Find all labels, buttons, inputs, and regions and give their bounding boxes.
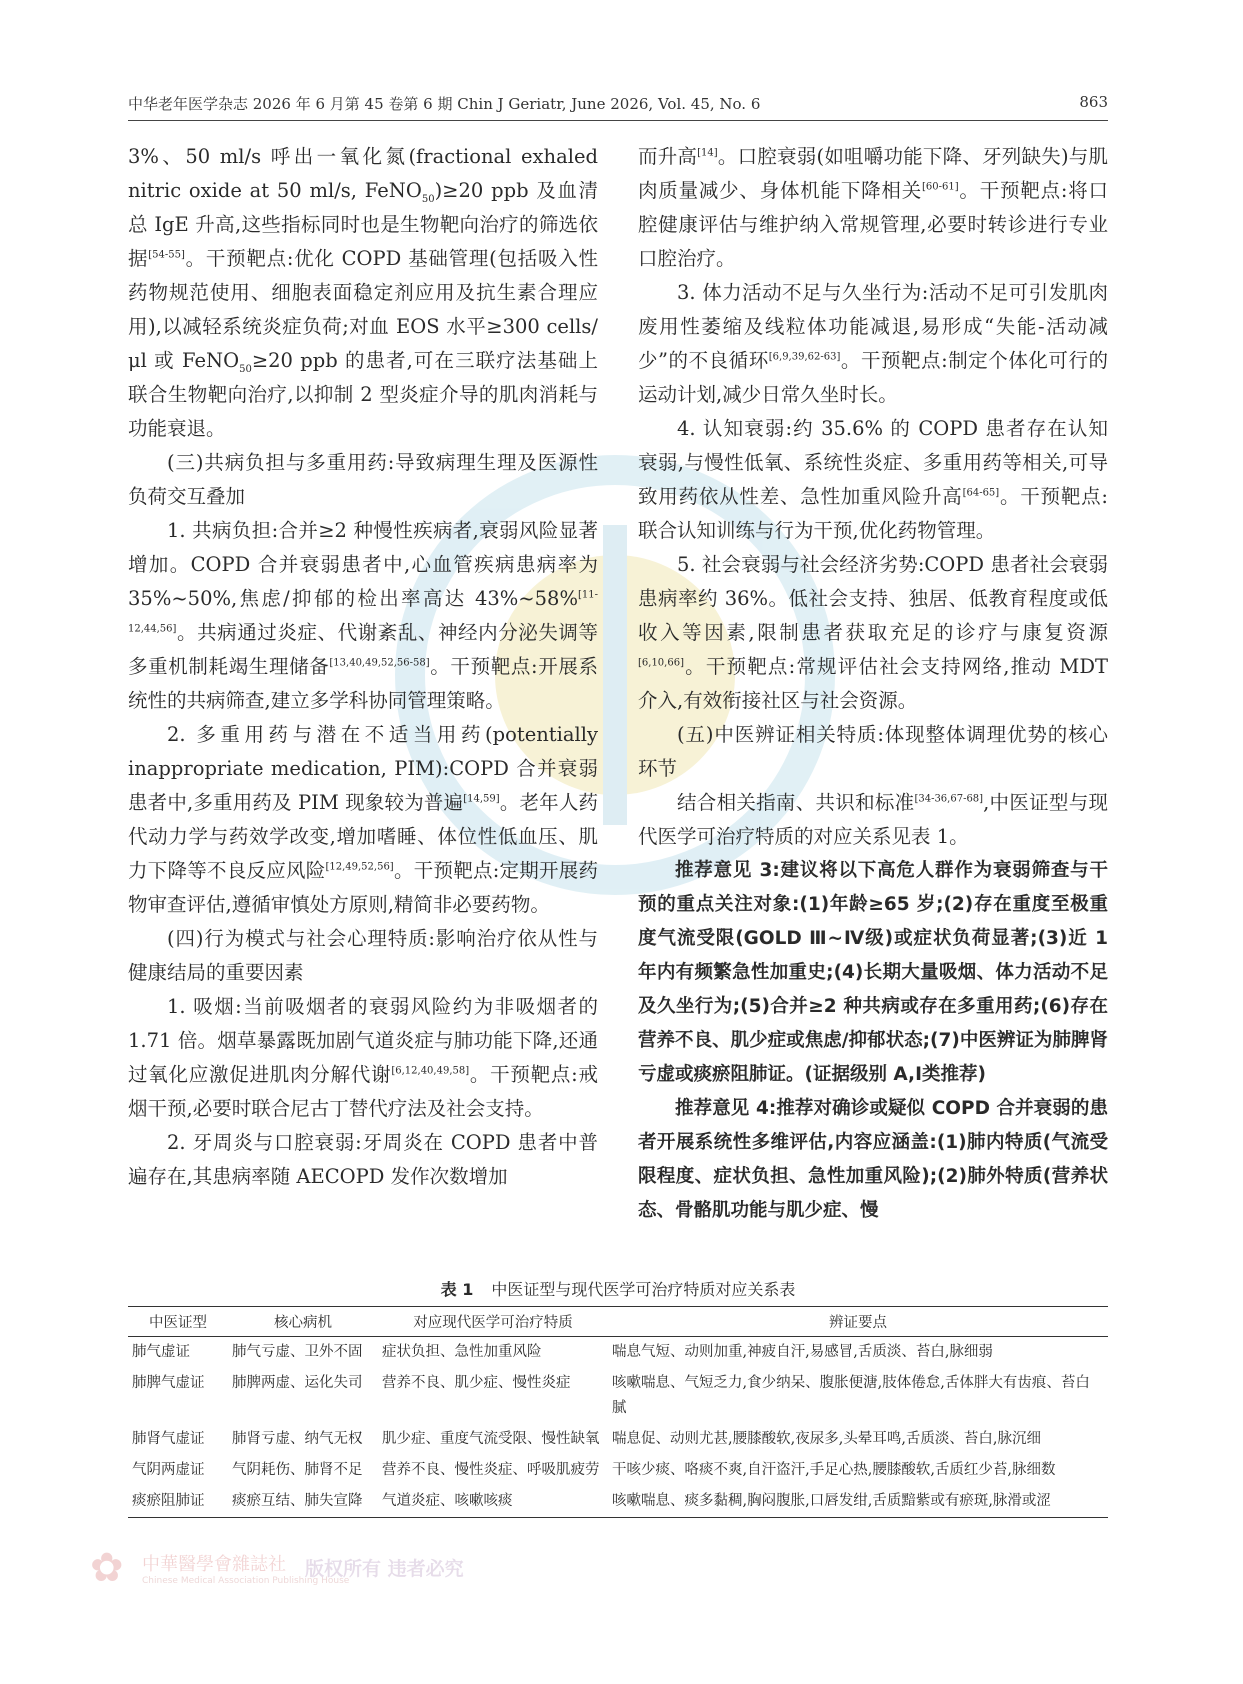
header-syndrome: 中医证型 [128,1307,228,1337]
table-cell: 喘息促、动则尤甚,腰膝酸软,夜尿多,头晕耳鸣,舌质淡、苔白,脉沉细 [612,1431,1042,1447]
table-cell: 肺气虚证 [132,1344,190,1360]
table-cell: 肺脾两虚、运化失司 [232,1375,363,1391]
table-cell: 肺脾气虚证 [132,1375,205,1391]
publisher-name-en: Chinese Medical Association Publishing House [142,1576,350,1586]
publisher-logo [90,1546,560,1596]
table-row [128,1337,1108,1369]
paragraph: 2. 牙周炎与口腔衰弱:牙周炎在 COPD 患者中普遍存在,其患病率随 AECOPD 发作次数增加 [128,1131,598,1188]
table-cell: 气阴两虚证 [132,1462,205,1478]
table-row [128,1424,1108,1455]
paragraph: 3. 体力活动不足与久坐行为:活动不足可引发肌肉废用性萎缩及线粒体功能减退,易形成“失能-活动减少”的不良循环[6,9,39,62-63]。干预靶点:制定个体化可行的运动计划,减少日常久坐时长。 [638,281,1108,406]
table-cell: 痰瘀阻肺证 [128,1486,228,1518]
right-column [638,140,1108,1228]
header-pathogenesis: 核心病机 [228,1307,378,1337]
table-caption [128,1278,1108,1306]
flower-emblem-icon: ✿ [90,1545,124,1591]
table-label: 表 1 [440,1280,474,1299]
left-column [128,140,598,1194]
header-treatable-traits: 对应现代医学可治疗特质 [378,1307,608,1337]
table-cell: 气阴耗伤、肺肾不足 [232,1462,363,1478]
paragraph: 3%、50 ml/s 呼出一氧化氮(fractional exhaled nitric oxide at 50 ml/s, FeNO$_{50}$)≥20 ppb 及血清总 IgE 升高,这些指标同时也是生物靶向治疗的筛选依据[54-55]。干预靶点:优化 COPD 基础管理(包括吸入性药物规范使用、细胞表面稳定剂应用及抗生素合理应用),以减轻系统炎症负荷;对血 EOS 水平≥300 cells/μl 或 FeNO$_{50}$≥20 ppb 的患者,可在三联疗法基础上联合生物靶向治疗,以抑制 2 型炎症介导的肌肉消耗与功能衰退。 [128,145,599,440]
paragraph: 而升高[14]。口腔衰弱(如咀嚼功能下降、牙列缺失)与肌肉质量减少、身体机能下降相关[60-61]。干预靶点:将口腔健康评估与维护纳入常规管理,必要时转诊进行专业口腔治疗。 [638,145,1108,270]
paragraph: 1. 吸烟:当前吸烟者的衰弱风险约为非吸烟者的 1.71 倍。烟草暴露既加剧气道炎症与肺功能下降,还通过氧化应激促进肌肉分解代谢[6,12,40,49,58]。干预靶点:戒烟干预,必要时联合尼古丁替代疗法及社会支持。 [128,995,598,1120]
paragraph: 推荐意见 3:建议将以下高危人群作为衰弱筛查与干预的重点关注对象:(1)年龄≥65 岁;(2)存在重度至极重度气流受限(GOLD Ⅲ~Ⅳ级)或症状负荷显著;(3)近 1 年内有频繁急性加重史;(4)长期大量吸烟、体力活动不足及久坐行为;(5)合并≥2 种共病或存在多重用药;(6)存在营养不良、肌少症或焦虑/抑郁状态;(7)中医辨证为肺脾肾亏虚或痰瘀阻肺证。(证据级别 A,Ⅰ类推荐) [638,860,1108,1085]
table-header-row [128,1307,1108,1337]
table-row [128,1368,1108,1424]
table-cell: 干咳少痰、咯痰不爽,自汗盗汗,手足心热,腰膝酸软,舌质红少苔,脉细数 [612,1462,1056,1478]
paragraph: 1. 共病负担:合并≥2 种慢性疾病者,衰弱风险显著增加。COPD 合并衰弱患者中,心血管疾病患病率为 35%~50%,焦虑/抑郁的检出率高达 43%~58%[11-12,44,56]。共病通过炎症、代谢紊乱、神经内分泌失调等多重机制耗竭生理储备[13,40,49,52,56-58]。干预靶点:开展系统性的共病筛查,建立多学科协同管理策略。 [128,519,598,712]
paragraph: 结合相关指南、共识和标准[34-36,67-68],中医证型与现代医学可治疗特质的对应关系见表 1。 [638,791,1108,848]
header-rule [128,120,1108,121]
page-number: 863 [1079,93,1108,111]
table-cell: 喘息气短、动则加重,神疲自汗,易感冒,舌质淡、苔白,脉细弱 [612,1344,993,1360]
paragraph: (三)共病负担与多重用药:导致病理生理及医源性负荷交互叠加 [128,451,598,508]
table-row [128,1455,1108,1486]
paragraph: 推荐意见 4:推荐对确诊或疑似 COPD 合并衰弱的患者开展系统性多维评估,内容应涵盖:(1)肺内特质(气流受限程度、症状负担、急性加重风险);(2)肺外特质(营养状态、骨骼肌功能与肌少症、慢 [638,1098,1108,1221]
table-cell: 肺肾亏虚、纳气无权 [232,1431,363,1447]
table-cell: 营养不良、慢性炎症、呼吸肌疲劳 [382,1462,600,1478]
table-cell: 气道炎症、咳嗽咳痰 [378,1486,608,1518]
table-cell: 肺肾气虚证 [132,1431,205,1447]
table-1 [128,1278,1108,1518]
paragraph: 5. 社会衰弱与社会经济劣势:COPD 患者社会衰弱患病率约 36%。低社会支持、独居、低教育程度或低收入等因素,限制患者获取充足的诊疗与康复资源[6,10,66]。干预靶点:常规评估社会支持网络,推动 MDT 介入,有效衔接社区与社会资源。 [638,553,1108,712]
table-title-text: 中医证型与现代医学可治疗特质对应关系表 [491,1280,796,1299]
publisher-name: 中華醫學會雜誌社 [142,1554,286,1575]
table-row [128,1486,1108,1518]
paragraph: (五)中医辨证相关特质:体现整体调理优势的核心环节 [638,723,1108,780]
table-cell: 咳嗽喘息、痰多黏稠,胸闷腹胀,口唇发绀,舌质黯紫或有瘀斑,脉滑或涩 [608,1486,1108,1518]
journal-citation: 中华老年医学杂志 2026 年 6 月第 45 卷第 6 期 Chin J Geriatr, June 2026, Vol. 45, No. 6 [128,95,761,113]
paragraph: 4. 认知衰弱:约 35.6% 的 COPD 患者存在认知衰弱,与慢性低氧、系统性炎症、多重用药等相关,可导致用药依从性差、急性加重风险升高[64-65]。干预靶点:联合认知训练与行为干预,优化药物管理。 [638,417,1108,542]
paragraph: (四)行为模式与社会心理特质:影响治疗依从性与健康结局的重要因素 [128,927,598,984]
table-cell: 营养不良、肌少症、慢性炎症 [382,1375,571,1391]
table-cell: 肺气亏虚、卫外不固 [232,1344,363,1360]
table-cell: 症状负担、急性加重风险 [382,1344,542,1360]
table-cell: 痰瘀互结、肺失宣降 [228,1486,378,1518]
table-cell: 咳嗽喘息、气短乏力,食少纳呆、腹胀便溏,肢体倦怠,舌体胖大有齿痕、苔白腻 [612,1375,1090,1416]
running-header [128,93,1108,115]
tcm-correspondence-table [128,1306,1108,1518]
table-cell: 肌少症、重度气流受限、慢性缺氧 [382,1431,600,1447]
paragraph: 2. 多重用药与潜在不适当用药(potentially inappropriate medication, PIM):COPD 合并衰弱患者中,多重用药及 PIM 现象较为普遍[14,59]。老年人药代动力学与药效学改变,增加嗜睡、体位性低血压、肌力下降等不良反应风险[12,49,52,56]。干预靶点:定期开展药物审查评估,遵循审慎处方原则,精简非必要药物。 [128,723,598,916]
copyright-slogan: 版权所有 违者必究 [305,1558,464,1580]
header-key-points: 辨证要点 [608,1307,1108,1337]
